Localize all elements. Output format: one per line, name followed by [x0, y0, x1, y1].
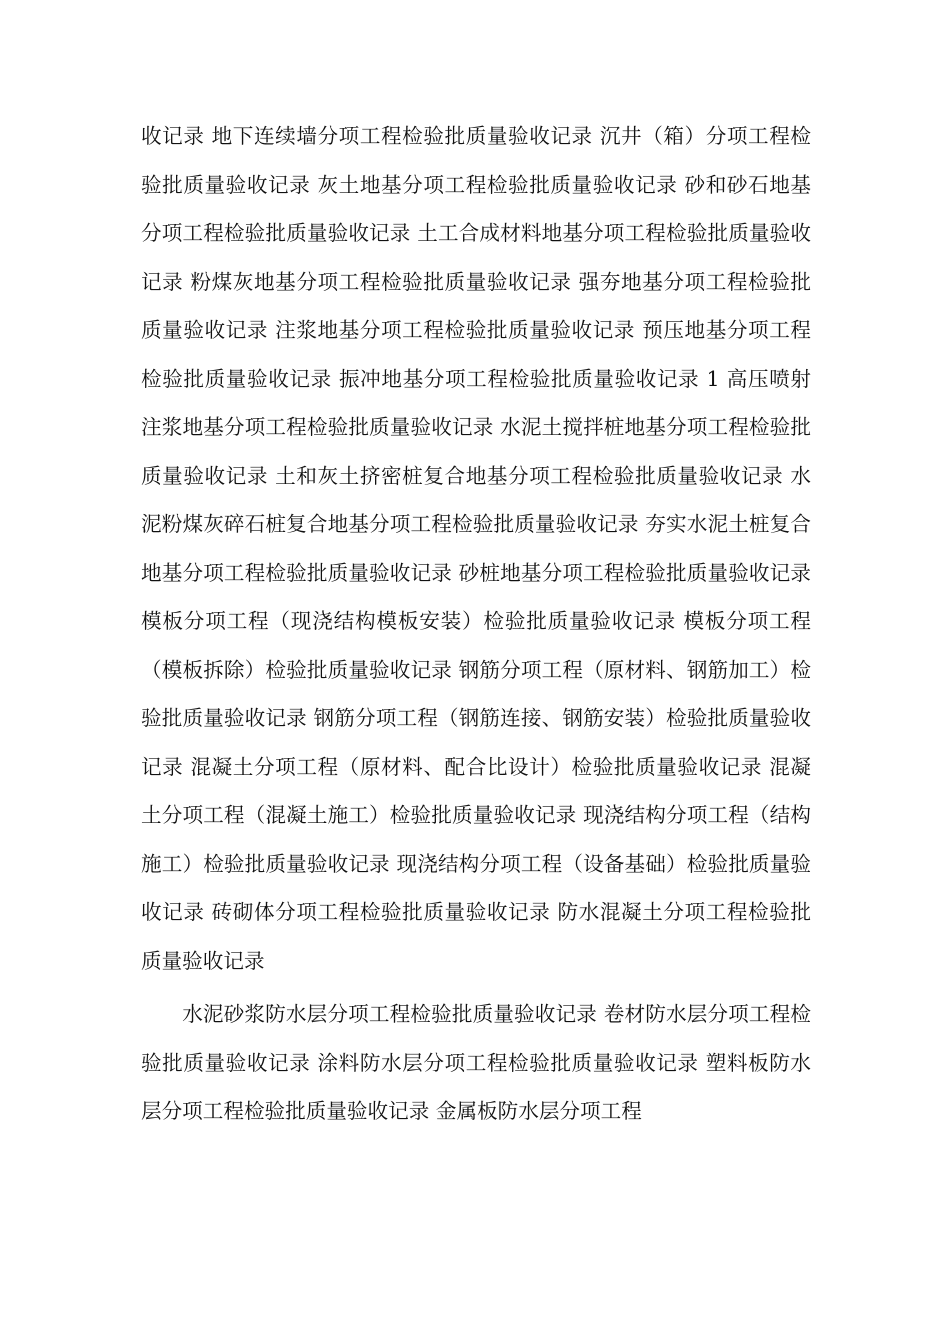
paragraph-1: 收记录 地下连续墙分项工程检验批质量验收记录 沉井（箱）分项工程检验批质量验收记录 灰土地基分项工程检验批质量验收记录 砂和砂石地基分项工程检验批质量验收记录 土工合成材料地基分项工程检验批质量验收记录 粉煤灰地基分项工程检验批质量验收记录 强夯地基分项工程检验批质量验收记录 注浆地基分项工程检验批质量验收记录 预压地基分项工程检验批质量验收记录 振冲地基分项工程检验批质量验收记录 1 高压喷射注浆地基分项工程检验批质量验收记录 水泥土搅拌桩地基分项工程检验批质量验收记录 土和灰土挤密桩复合地基分项工程检验批质量验收记录 水泥粉煤灰碎石桩复合地基分项工程检验批质量验收记录 夯实水泥土桩复合地基分项工程检验批质量验收记录 砂桩地基分项工程检验批质量验收记录 模板分项工程（现浇结构模板安装）检验批质量验收记录 模板分项工程（模板拆除）检验批质量验收记录 钢筋分项工程（原材料、钢筋加工）检验批质量验收记录 钢筋分项工程（钢筋连接、钢筋安装）检验批质量验收记录 混凝土分项工程（原材料、配合比设计）检验批质量验收记录 混凝土分项工程（混凝土施工）检验批质量验收记录 现浇结构分项工程（结构施工）检验批质量验收记录 现浇结构分项工程（设备基础）检验批质量验收记录 砖砌体分项工程检验批质量验收记录 防水混凝土分项工程检验批质量验收记录: [141, 124, 811, 973]
document-body: [141, 112, 811, 1136]
paragraph-2: 水泥砂浆防水层分项工程检验批质量验收记录 卷材防水层分项工程检验批质量验收记录 涂料防水层分项工程检验批质量验收记录 塑料板防水层分项工程检验批质量验收记录 金属板防水层分项工程: [141, 1002, 811, 1123]
